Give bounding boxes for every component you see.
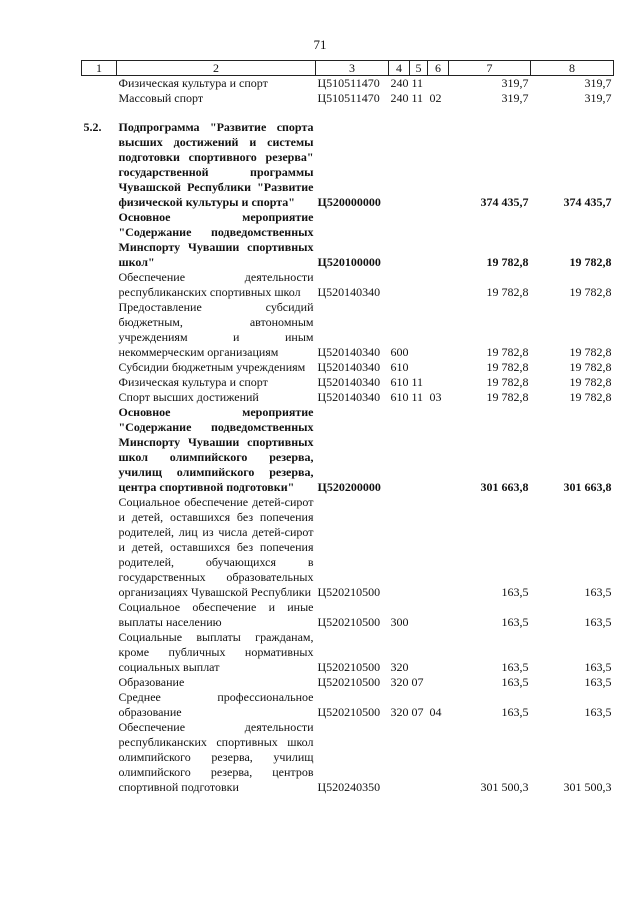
target-code: Ц520140340 — [317, 285, 381, 299]
section-code — [410, 360, 428, 375]
table-row — [82, 120, 614, 210]
amount-col7: 19 782,8 — [486, 285, 529, 299]
row-name: Массовый спорт — [118, 91, 204, 105]
amount-col7: 319,7 — [501, 91, 529, 105]
expense-type: 600 — [390, 345, 409, 359]
subsection-code: 02 — [429, 91, 442, 105]
row-number: 5.2. — [83, 120, 102, 134]
row-number — [82, 390, 117, 405]
column-header: 6 — [428, 61, 449, 76]
section-code: 07 — [411, 705, 424, 719]
target-code: Ц520140340 — [317, 360, 381, 374]
amount-col8: 319,7 — [584, 91, 612, 105]
budget-table — [81, 60, 614, 795]
row-name: Подпрограмма "Развитие спорта высших достижений и системы подготовки спортивного резерва" государственной программы Чувашской Республики "Развитие физической культуры и спорта" — [118, 120, 314, 209]
target-code: Ц520140340 — [317, 345, 381, 359]
amount-col8: 163,5 — [584, 675, 612, 689]
column-header: 8 — [531, 61, 614, 76]
expense-type — [389, 120, 410, 210]
amount-col8: 163,5 — [584, 615, 612, 629]
amount-col8: 163,5 — [584, 585, 612, 599]
subsection-code — [428, 495, 449, 600]
column-header: 1 — [82, 61, 117, 76]
amount-col8: 19 782,8 — [569, 390, 612, 404]
subsection-code — [428, 360, 449, 375]
row-name: Физическая культура и спорт — [118, 375, 268, 389]
subsection-code — [428, 375, 449, 390]
section-code: 11 — [411, 390, 424, 404]
target-code: Ц510511470 — [317, 91, 380, 105]
table-row — [82, 690, 614, 720]
expense-type — [389, 495, 410, 600]
row-number — [82, 210, 117, 270]
row-number — [82, 675, 117, 690]
amount-col8: 374 435,7 — [563, 195, 612, 209]
amount-col7: 301 500,3 — [480, 780, 529, 794]
expense-type: 610 — [390, 360, 409, 374]
row-number — [82, 600, 117, 630]
column-header-row — [82, 61, 614, 76]
row-name: Субсидии бюджетным учреждениям — [118, 360, 306, 374]
expense-type: 320 — [390, 675, 409, 689]
subsection-code: 04 — [429, 705, 442, 719]
target-code: Ц520210500 — [317, 615, 381, 629]
column-header: 5 — [410, 61, 428, 76]
amount-col8: 319,7 — [584, 76, 612, 90]
amount-col7: 19 782,8 — [486, 360, 529, 374]
subsection-code — [428, 405, 449, 495]
amount-col7: 19 782,8 — [486, 255, 529, 269]
table-row — [82, 360, 614, 375]
expense-type — [389, 720, 410, 795]
target-code: Ц520210500 — [317, 585, 381, 599]
amount-col7: 301 663,8 — [480, 480, 529, 494]
amount-col7: 319,7 — [501, 76, 529, 90]
table-row — [82, 270, 614, 300]
expense-type: 610 — [390, 375, 409, 389]
subsection-code: 03 — [429, 390, 442, 404]
spacer-row — [82, 106, 614, 120]
subsection-code — [428, 300, 449, 360]
amount-col8: 19 782,8 — [569, 285, 612, 299]
amount-col8: 19 782,8 — [569, 360, 612, 374]
amount-col7: 163,5 — [501, 585, 529, 599]
table-row — [82, 720, 614, 795]
expense-type: 240 — [390, 91, 409, 105]
row-number — [82, 720, 117, 795]
subsection-code — [428, 675, 449, 690]
amount-col7: 19 782,8 — [486, 375, 529, 389]
subsection-code — [428, 76, 449, 92]
page-number: 71 — [313, 37, 327, 52]
column-header: 3 — [316, 61, 389, 76]
section-code: 11 — [411, 91, 424, 105]
table-row — [82, 210, 614, 270]
section-code — [410, 210, 428, 270]
target-code: Ц520200000 — [317, 480, 381, 494]
section-code: 11 — [411, 375, 424, 389]
expense-type: 320 — [390, 660, 409, 674]
section-code — [410, 630, 428, 675]
expense-type: 240 — [390, 76, 409, 90]
amount-col8: 19 782,8 — [569, 375, 612, 389]
row-number — [82, 91, 117, 106]
column-header: 4 — [389, 61, 410, 76]
expense-type: 610 — [390, 390, 409, 404]
amount-col7: 163,5 — [501, 705, 529, 719]
target-code: Ц520210500 — [317, 705, 381, 719]
table-row — [82, 495, 614, 600]
amount-col8: 19 782,8 — [569, 345, 612, 359]
subsection-code — [428, 630, 449, 675]
amount-col7: 19 782,8 — [486, 390, 529, 404]
table-row — [82, 375, 614, 390]
target-code: Ц520140340 — [317, 375, 381, 389]
row-name: Социальное обеспечение и иные выплаты населению — [118, 600, 314, 629]
subsection-code — [428, 600, 449, 630]
amount-col7: 374 435,7 — [480, 195, 529, 209]
table-row — [82, 600, 614, 630]
row-number — [82, 690, 117, 720]
target-code: Ц520210500 — [317, 675, 381, 689]
table-row — [82, 76, 614, 92]
row-name: Образование — [118, 675, 185, 689]
section-code: 11 — [411, 76, 424, 90]
amount-col8: 301 500,3 — [563, 780, 612, 794]
target-code: Ц520000000 — [317, 195, 381, 209]
row-name: Социальные выплаты гражданам, кроме публичных нормативных социальных выплат — [118, 630, 314, 674]
table-row — [82, 405, 614, 495]
row-name: Обеспечение деятельности республиканских спортивных школ олимпийского резерва, училищ олимпийского резерва, центров спортивной подготовки — [118, 720, 314, 794]
table-row — [82, 630, 614, 675]
amount-col8: 163,5 — [584, 660, 612, 674]
row-number — [82, 300, 117, 360]
row-name: Спорт высших достижений — [118, 390, 259, 404]
amount-col8: 301 663,8 — [563, 480, 612, 494]
target-code: Ц520140340 — [317, 390, 381, 404]
row-name: Социальное обеспечение детей-сирот и детей, оставшихся без попечения родителей, лиц из числа детей-сирот и детей, оставшихся без попечения родителей, обучающихся в государственных образовательных организациях Чувашской Республики — [118, 495, 314, 599]
section-code: 07 — [411, 675, 424, 689]
row-number — [82, 495, 117, 600]
row-number — [82, 375, 117, 390]
amount-col8: 163,5 — [584, 705, 612, 719]
target-code: Ц520100000 — [317, 255, 381, 269]
target-code: Ц520210500 — [317, 660, 381, 674]
row-name: Обеспечение деятельности республиканских спортивных школ — [118, 270, 314, 299]
expense-type: 300 — [390, 615, 409, 629]
row-name: Физическая культура и спорт — [118, 76, 268, 90]
row-name: Основное мероприятие "Содержание подведомственных Минспорту Чувашии спортивных школ" — [118, 210, 314, 269]
table-row — [82, 390, 614, 405]
amount-col7: 163,5 — [501, 660, 529, 674]
subsection-code — [428, 120, 449, 210]
section-code — [410, 600, 428, 630]
table-row — [82, 91, 614, 106]
table-row — [82, 675, 614, 690]
amount-col7: 163,5 — [501, 615, 529, 629]
subsection-code — [428, 210, 449, 270]
section-code — [410, 300, 428, 360]
row-number — [82, 630, 117, 675]
table-row — [82, 300, 614, 360]
amount-col7: 19 782,8 — [486, 345, 529, 359]
section-code — [410, 270, 428, 300]
target-code: Ц510511470 — [317, 76, 380, 90]
expense-type — [389, 405, 410, 495]
spacer-cell — [82, 106, 614, 120]
expense-type: 320 — [390, 705, 409, 719]
section-code — [410, 405, 428, 495]
expense-type — [389, 270, 410, 300]
amount-col8: 19 782,8 — [569, 255, 612, 269]
target-code: Ц520240350 — [317, 780, 381, 794]
expense-type — [389, 210, 410, 270]
subsection-code — [428, 270, 449, 300]
amount-col7: 163,5 — [501, 675, 529, 689]
section-code — [410, 120, 428, 210]
subsection-code — [428, 720, 449, 795]
section-code — [410, 495, 428, 600]
row-name: Среднее профессиональное образование — [118, 690, 314, 719]
section-code — [410, 720, 428, 795]
row-name: Предоставление субсидий бюджетным, автономным учреждениям и иным некоммерческим организациям — [118, 300, 314, 359]
row-number — [82, 360, 117, 375]
column-header: 2 — [117, 61, 316, 76]
column-header: 7 — [449, 61, 531, 76]
row-name: Основное мероприятие "Содержание подведомственных Минспорту Чувашии спортивных школ олимпийского резерва, училищ олимпийского резерва, центра спортивной подготовки" — [118, 405, 314, 494]
row-number — [82, 76, 117, 92]
row-number — [82, 405, 117, 495]
row-number — [82, 270, 117, 300]
